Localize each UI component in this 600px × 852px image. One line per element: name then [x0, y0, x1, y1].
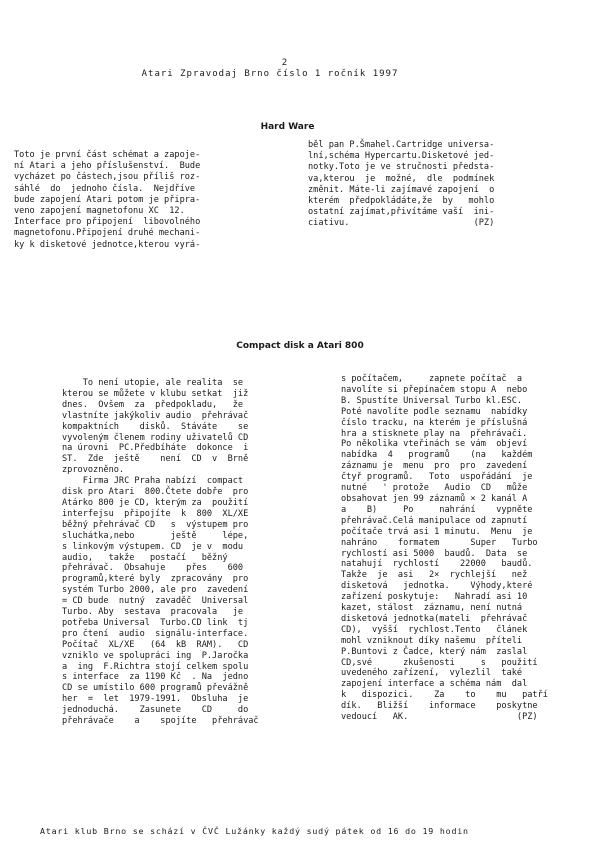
cd-article-left-column: To není utopie, ale realita se kterou se můžete v klubu setkat již dnes. Ovšem za předpokladu, že vlastníte jakýkoliv audio přehrávač kompaktních disků. Stáváte se vyvoleným členem rodiny uživatelů CD na úrovni PC.Předbíháte dokonce i ST. Zde ještě není CD v Brně zprovozněno. Firma JRC Praha nabízí compact disk pro Atari 800.Čtete dobře pro Atárko 800 je CD, kterým za použití interfejsu připojíte k 800 XL/XE běžný přehrávač CD s výstupem pro sluchátka,nebo ještě lépe, s linkovým výstupem. CD je v modu audio, takže postačí běžný přehrávač. Obsahuje přes 600 programů,které byly zpracovány pro systém Turbo 2000, ale pro zavedení = CD bude nutný zavaděč Universal Turbo. Aby sestava pracovala je potřeba Universal Turbo.CD link tj pro čtení audio signálu-interface. Počítač XL/XE (64 kB RAM). CD vzniklo ve spolupráci ing P.Jaročka a ing F.Richtra stojí celkem spolu s interface za 1190 Kč . Na jedno CD se umístilo 600 programů převážně her = let 1979-1991. Obsluha je jednoduchá. Zasunete CD do přehrávače a spojíte přehrávač — [62, 378, 259, 727]
page-number: 2 — [281, 58, 289, 68]
club-meeting-footer: Atari klub Brno se schází v ČVČ Lužánky každý sudý pátek od 16 do 19 hodin — [40, 826, 469, 836]
cd-article-right-column: s počítačem, zapnete počítač a navolíte si přepínačem stopu A nebo B. Spustíte Universal Turbo kl.ESC. Poté navolíte podle seznamu nabídky číslo tracku, na kterém je příslušná hra a stisknete play na přehrávači. Po několika vteřinách se vám objeví nabídka 4 programů (na každém záznamu je menu pro pro zavedení čtyř programů. Toto uspořádání je nutné ' protože Audio CD může obsahovat jen 99 záznamů × 2 kanál A a B) Po nahrání vypněte přehrávač.Celá manipulace od zapnutí počítače trvá asi 1 minutu. Menu je nahráno formatem Super Turbo rychlostí asi 5000 baudů. Data se natahují rychlostí 22000 baudů. Takže je asi 2× rychlejší než disketová jednotka. Výhody,které zařízení poskytuje: Nahradí asi 10 kazet, stálost záznamu, není nutná disketová jednotka(mateli přehrávač CD), vyšší rychlost.Tento článek mohl vzniknout díky našemu příteli P.Buntovi z Čadce, který nám zaslal CD,své zkušenosti s použití uvedeného zařízení, vylezlil také zapojení interface a schéma nám dal k dispozici. Za to mu patří dík. Bližší informace poskytne vedoucí AK. (PZ) — [341, 374, 548, 723]
hardware-article-title: Hard Ware — [260, 122, 315, 132]
cd-article-title: Compact disk a Atari 800 — [236, 341, 364, 351]
hardware-article-right-column: běl pan P.Šmahel.Cartridge universa- lní,schéma Hypercartu.Disketové jed- notky.Toto je ve stručnosti předsta- va,kterou je možné, dle podmínek změnit. Máte-li zajímavé zapojení o kterém předpokládáte,že by mohlo ostatní zajímat,přivítáme vaší ini- ciativu. (PZ) — [308, 140, 495, 229]
hardware-article-left-column: Toto je první část schémat a zapoje- ní Atari a jeho příslušenství. Bude vycházet po částech,jsou příliš roz- sáhlé do jednoho čísla. Nejdříve bude zapojení Atari potom je připra- veno zapojení magnetofonu XC 12. Interface pro připojení libovolného magnetofonu.Připojení druhé mechani- ky k disketové jednotce,kterou vyrá- — [14, 150, 201, 250]
newsletter-header: Atari Zpravodaj Brno číslo 1 ročník 1997 — [141, 69, 399, 79]
